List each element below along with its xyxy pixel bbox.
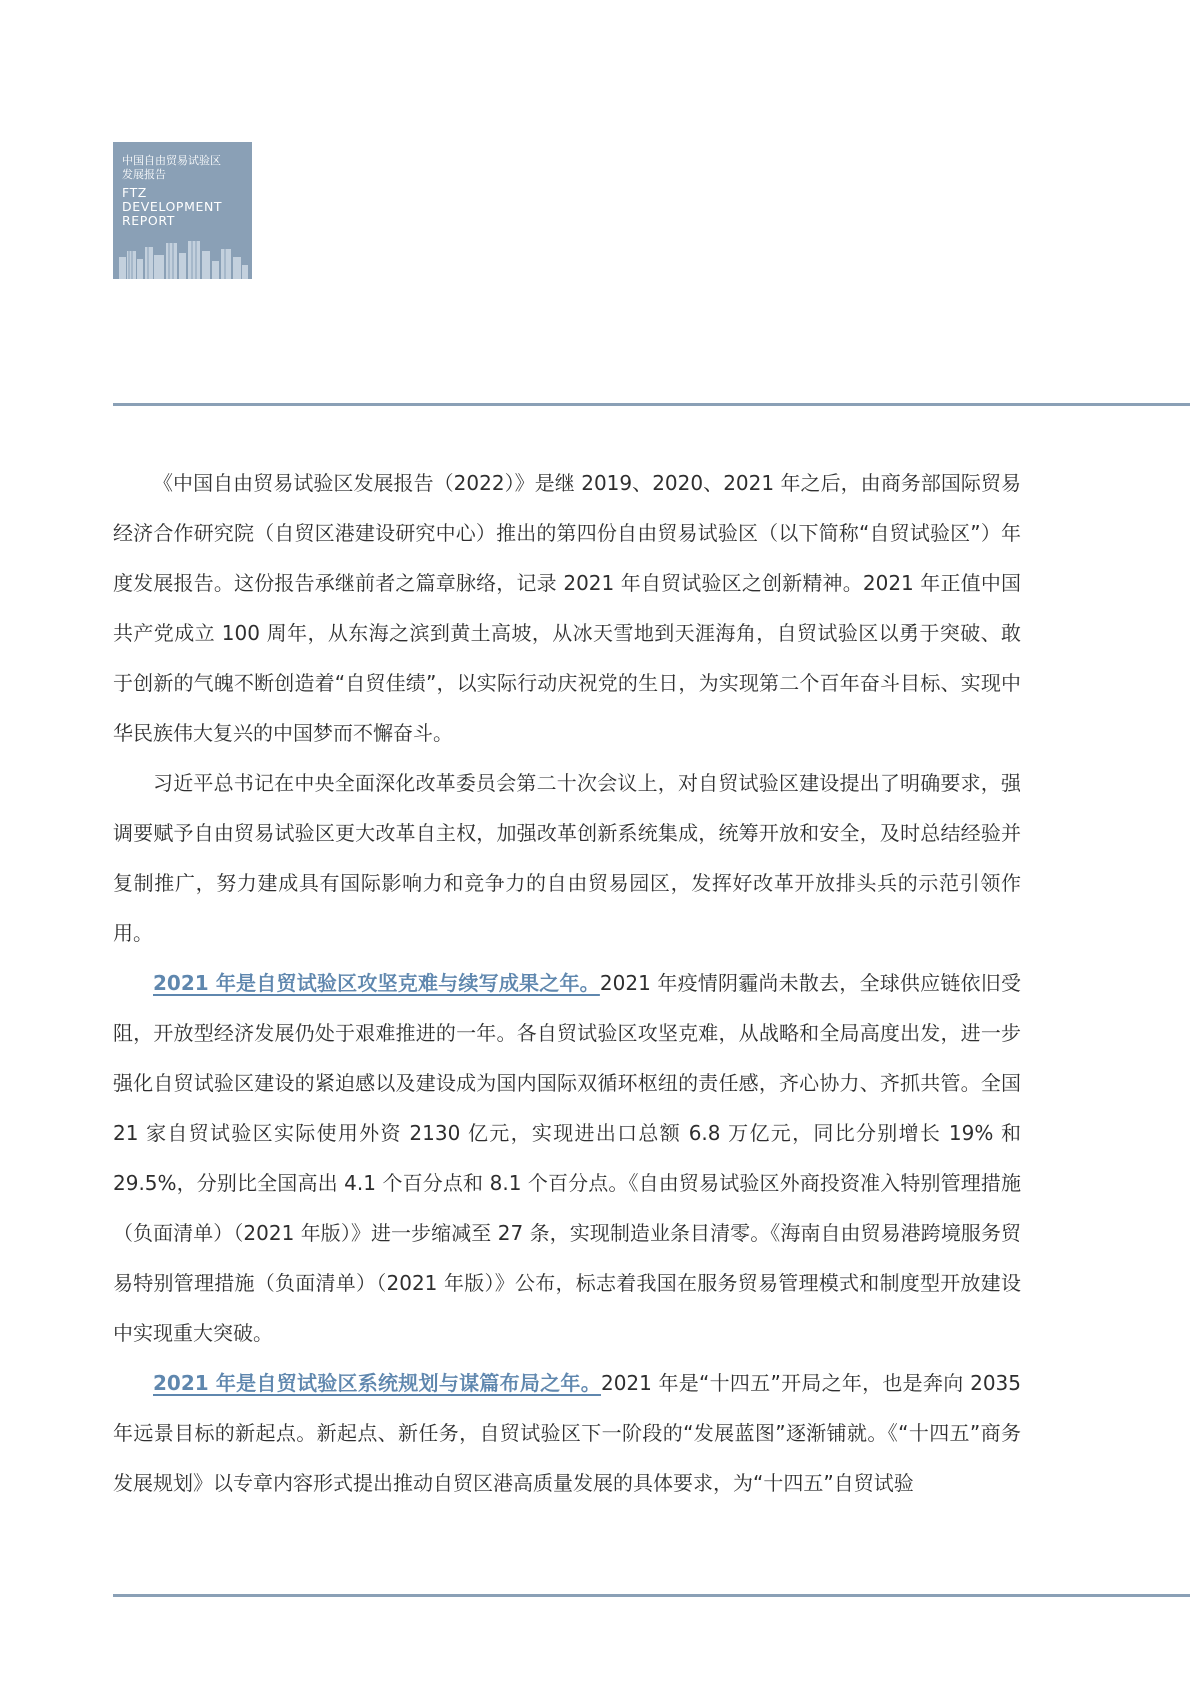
logo-en-line1: FTZ — [122, 185, 147, 200]
paragraph-3-highlight: 2021 年是自贸试验区攻坚克难与续写成果之年。 — [153, 971, 600, 995]
report-logo — [113, 142, 252, 279]
city-skyline-icon — [113, 239, 252, 279]
logo-cn-line1: 中国自由贸易试验区 — [122, 154, 221, 167]
bottom-divider — [113, 1594, 1190, 1597]
logo-text — [122, 154, 222, 228]
paragraph-1 — [113, 458, 1021, 758]
paragraph-4 — [113, 1358, 1021, 1508]
logo-cn-line2: 发展报告 — [122, 168, 166, 181]
top-divider — [113, 403, 1190, 406]
logo-en-line2: DEVELOPMENT — [122, 199, 223, 214]
paragraph-1-text: 《中国自由贸易试验区发展报告（2022）》是继 2019、2020、2021 年之后，由商务部国际贸易经济合作研究院（自贸区港建设研究中心）推出的第四份自由贸易试验区（以下简称“自贸试验区”）年度发展报告。这份报告承继前者之篇章脉络，记录 2021 年自贸试验区之创新精神。2021 年正值中国共产党成立 100 周年，从东海之滨到黄土高坡，从冰天雪地到天涯海角，自贸试验区以勇于突破、敢于创新的气魄不断创造着“自贸佳绩”，以实际行动庆祝党的生日，为实现第二个百年奋斗目标、实现中华民族伟大复兴的中国梦而不懈奋斗。 — [113, 471, 1021, 745]
paragraph-4-text: 2021 年是“十四五”开局之年，也是奔向 2035 年远景目标的新起点。新起点、新任务，自贸试验区下一阶段的“发展蓝图”逐渐铺就。《“十四五”商务发展规划》以专章内容形式提出推动自贸区港高质量发展的具体要求，为“十四五”自贸试验 — [113, 1371, 1021, 1495]
paragraph-3-text: 2021 年疫情阴霾尚未散去，全球供应链依旧受阻，开放型经济发展仍处于艰难推进的一年。各自贸试验区攻坚克难，从战略和全局高度出发，进一步强化自贸试验区建设的紧迫感以及建设成为国内国际双循环枢纽的责任感，齐心协力、齐抓共管。全国 21 家自贸试验区实际使用外资 2130 亿元，实现进出口总额 6.8 万亿元，同比分别增长 19% 和 29.5%，分别比全国高出 4.1 个百分点和 8.1 个百分点。《自由贸易试验区外商投资准入特别管理措施（负面清单）（2021 年版）》进一步缩减至 27 条，实现制造业条目清零。《海南自由贸易港跨境服务贸易特别管理措施（负面清单）（2021 年版）》公布，标志着我国在服务贸易管理模式和制度型开放建设中实现重大突破。 — [113, 971, 1021, 1345]
paragraph-2 — [113, 758, 1021, 958]
paragraph-4-highlight: 2021 年是自贸试验区系统规划与谋篇布局之年。 — [153, 1371, 601, 1395]
logo-en-line3: REPORT — [122, 213, 175, 228]
paragraph-3 — [113, 958, 1021, 1358]
paragraph-2-text: 习近平总书记在中央全面深化改革委员会第二十次会议上，对自贸试验区建设提出了明确要求，强调要赋予自由贸易试验区更大改革自主权，加强改革创新系统集成，统筹开放和安全，及时总结经验并复制推广，努力建成具有国际影响力和竞争力的自由贸易园区，发挥好改革开放排头兵的示范引领作用。 — [113, 771, 1021, 945]
report-body — [113, 458, 1021, 1508]
